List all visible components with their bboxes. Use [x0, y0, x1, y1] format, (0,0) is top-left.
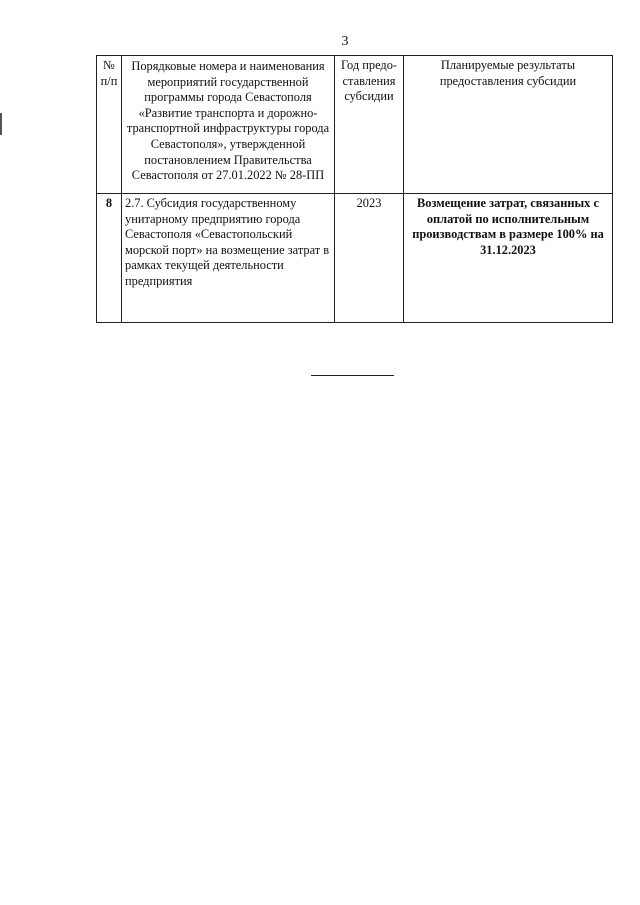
subsidy-table [96, 55, 613, 323]
row-result: Возмещение затрат, связанных с оплатой по исполнительным производствам в размере 100% на 31.12.2023 [404, 194, 613, 323]
table-header-row [97, 56, 613, 194]
page-number: 3 [341, 34, 349, 49]
row-name: 2.7. Субсидия государственному унитарному предприятию города Севастополя «Севастопольский морской порт» на возмещение затрат в рамках текущей деятельности предприятия [122, 194, 335, 323]
row-year: 2023 [335, 194, 404, 323]
scan-artifact-mark [0, 113, 2, 135]
row-num: 8 [97, 194, 122, 323]
header-year: Год предо-ставления субсидии [335, 56, 404, 194]
header-name: Порядковые номера и наименования мероприятий государственной программы города Севастополя «Развитие транспорта и дорожно-транспортной инфраструктуры города Севастополя», утвержденной постановлением Правительства Севастополя от 27.01.2022 № 28-ПП [122, 56, 335, 194]
header-result: Планируемые результаты предоставления субсидии [404, 56, 613, 194]
table-row [97, 194, 613, 323]
header-num: № п/п [97, 56, 122, 194]
closing-rule [311, 375, 394, 376]
